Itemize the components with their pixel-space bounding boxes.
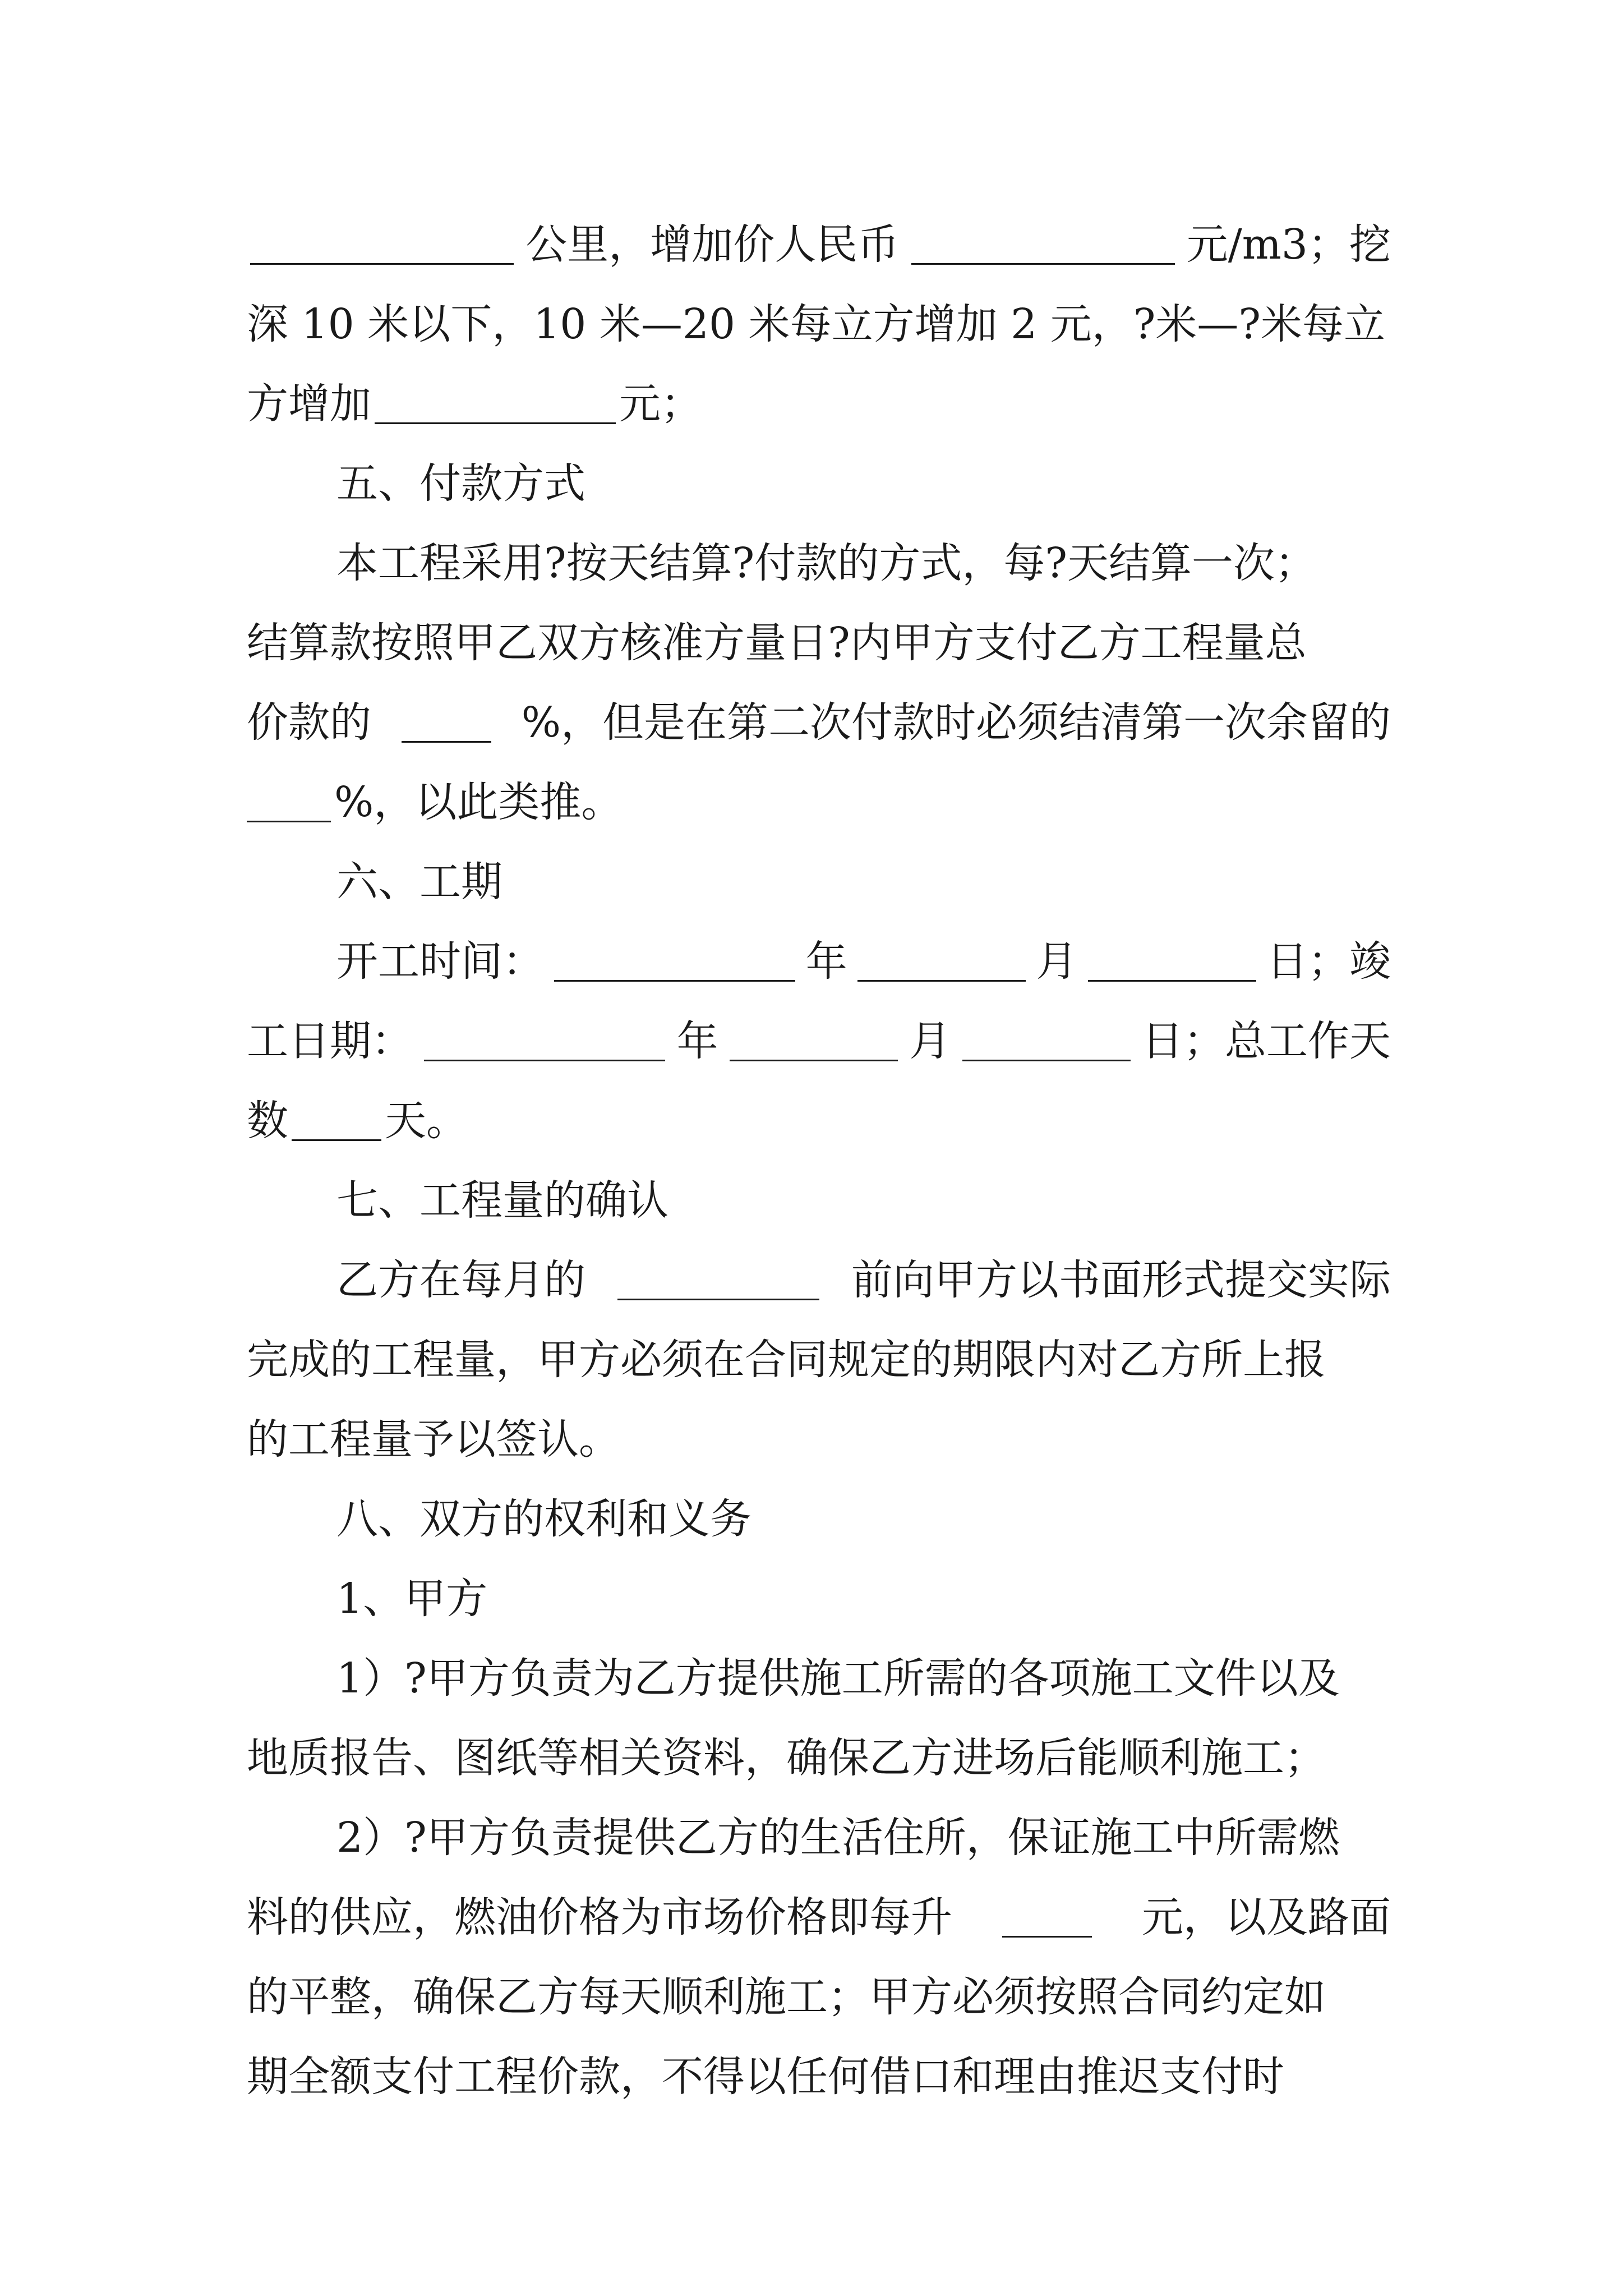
text-segment: 2）?甲方负责提供乙方的生活住所，保证施工中所需燃 [336,1814,1340,1862]
text-segment: %，以此类推。 [334,778,623,826]
text-segment: 工日期： [247,1017,413,1065]
blank-field [375,378,616,424]
text-segment: 期全额支付工程价款，不得以任何借口和理由推迟支付时 [247,2053,1284,2101]
text-segment: 年 [805,937,847,986]
text-segment: 开工时间： [336,937,544,986]
text-segment: 本工程采用?按天结算?付款的方式，每?天结算一次； [336,539,1317,587]
contract-text [247,205,1391,2116]
text-segment: 深 10 米以下，10 米—20 米每立方增加 2 元，?米—?米每立 [247,300,1386,348]
text-line [247,1878,1391,1957]
blank-field [730,1015,898,1061]
text-segment: 数 [247,1097,288,1145]
text-segment: %，但是在第二次付款时必须结清第一次余留的 [521,698,1391,747]
text-line [247,1400,1391,1479]
section-heading [247,842,1391,922]
subsection-heading-text: 1、甲方 [336,1575,488,1623]
text-segment: 价款的 [247,698,371,747]
text-segment: 日；总工作天 [1141,1017,1391,1065]
text-segment: 乙方在每月的 [336,1256,585,1304]
blank-field [1088,935,1256,982]
text-line [247,603,1391,683]
subsection-heading [247,1559,1391,1639]
blank-field [911,218,1175,265]
blank-field [857,935,1026,982]
text-segment: 元/m3；挖 [1186,220,1391,269]
section-heading [247,1161,1391,1240]
text-segment: 方增加 [247,380,371,428]
section-heading [247,1479,1391,1559]
text-segment: 元，以及路面 [1142,1893,1391,1941]
text-line [247,523,1391,603]
blank-field [402,696,491,743]
text-line [247,1798,1391,1878]
text-segment: 日；竣 [1266,937,1391,986]
blank-field [554,935,795,982]
text-segment: 月 [909,1017,951,1065]
text-line [247,2037,1391,2116]
text-segment: 前向甲方以书面形式提交实际 [851,1256,1391,1304]
section-heading-text: 五、付款方式 [336,459,585,508]
text-segment: 1）?甲方负责为乙方提供施工所需的各项施工文件以及 [336,1654,1340,1703]
text-segment: 完成的工程量，甲方必须在合同规定的期限内对乙方所上报 [247,1336,1326,1384]
text-segment: 元； [619,380,702,428]
blank-field [247,776,331,822]
blank-field [962,1015,1131,1061]
text-segment: 地质报告、图纸等相关资料，确保乙方进场后能顺利施工； [247,1734,1326,1782]
text-segment: 月 [1036,937,1078,986]
section-heading-text: 六、工期 [336,858,502,906]
blank-field [292,1094,381,1141]
text-line [247,762,1391,842]
text-segment: 料的供应，燃油价格为市场价格即每升 [247,1893,952,1941]
blank-field [617,1254,819,1300]
text-line [247,683,1391,762]
section-heading [247,444,1391,523]
text-line [247,205,1391,284]
text-segment: 公里，增加价人民币 [525,220,900,269]
blank-field [424,1015,665,1061]
section-heading-text: 七、工程量的确认 [336,1176,668,1225]
text-line [247,1718,1391,1798]
blank-field [1002,1891,1092,1938]
text-segment: 的平整，确保乙方每天顺利施工；甲方必须按照合同约定如 [247,1973,1326,2021]
text-segment: 天。 [385,1097,468,1145]
text-segment: 的工程量予以签认。 [247,1415,620,1464]
text-line [247,1081,1391,1161]
text-segment: 年 [676,1017,718,1065]
text-line [247,922,1391,1001]
text-line [247,1320,1391,1400]
text-line [247,1957,1391,2037]
section-heading-text: 八、双方的权利和义务 [336,1495,751,1543]
text-segment: 结算款按照甲乙双方核准方量日?内甲方支付乙方工程量总 [247,619,1307,667]
text-line [247,364,1391,444]
text-line [247,1240,1391,1320]
text-line [247,1001,1391,1081]
blank-field [250,218,514,265]
text-line [247,1639,1391,1718]
text-line [247,284,1391,364]
